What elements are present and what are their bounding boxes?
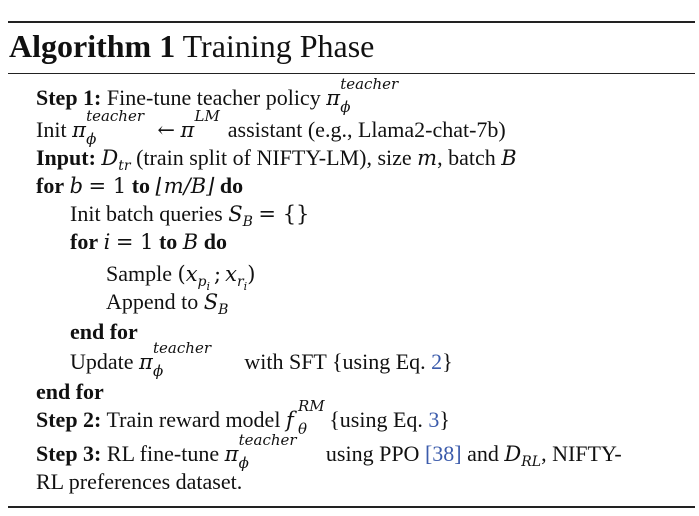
algorithm-title: Training Phase [182, 28, 375, 64]
pi-teacher: π teacher ϕ [224, 431, 297, 472]
end-for-inner: end for [70, 319, 138, 344]
eq-2-link[interactable]: 2 [431, 349, 443, 374]
init-line: Init π teacher ϕ ← π LM assistant (e.g., Llama2-chat-7b) [36, 107, 506, 148]
step1-line: Step 1: Fine-tune teacher policy π teacher ϕ [36, 75, 399, 116]
pi-teacher: π teacher ϕ [72, 107, 145, 148]
bottom-rule [8, 506, 695, 508]
update-line: Update π teacher ϕ with SFT {using Eq. 2} [70, 339, 453, 380]
pi-lm: π LM [180, 107, 220, 142]
top-rule [8, 21, 695, 23]
input-line: Input: $D_{tr}$ (train split of NIFTY-LM), size m, batch B [36, 145, 517, 174]
pi-teacher: π teacher ϕ [139, 339, 211, 380]
init-batch-line: Init batch queries $S_B$ = {} [70, 201, 310, 230]
algorithm-heading [9, 26, 374, 66]
step3-line: Step 3: RL fine-tune π teacher ϕ using PPO [38] and $D_{RL}$, NIFTY- [36, 431, 622, 472]
step2-line: Step 2: Train reward model f RM θ {using Eq. 3} [36, 397, 450, 438]
sample-line: Sample ($x_{pi}$; $x_{ri}$) [106, 261, 256, 293]
ref-38-link[interactable]: [38] [424, 441, 462, 466]
for-i-line: for i = 1 to B do [70, 229, 227, 254]
step3-continuation: RL preferences dataset. [36, 469, 243, 494]
eq-3-link[interactable]: 3 [428, 407, 440, 432]
for-batch-line: for b = 1 to ⌊m/B⌋ do [36, 173, 244, 198]
end-for-outer: end for [36, 379, 104, 404]
append-line: Append to $S_B$ [106, 289, 229, 318]
pi-teacher: π teacher ϕ [326, 75, 399, 116]
f-rm: f RM θ [285, 397, 325, 438]
algorithm-label: Algorithm 1 [9, 28, 176, 64]
